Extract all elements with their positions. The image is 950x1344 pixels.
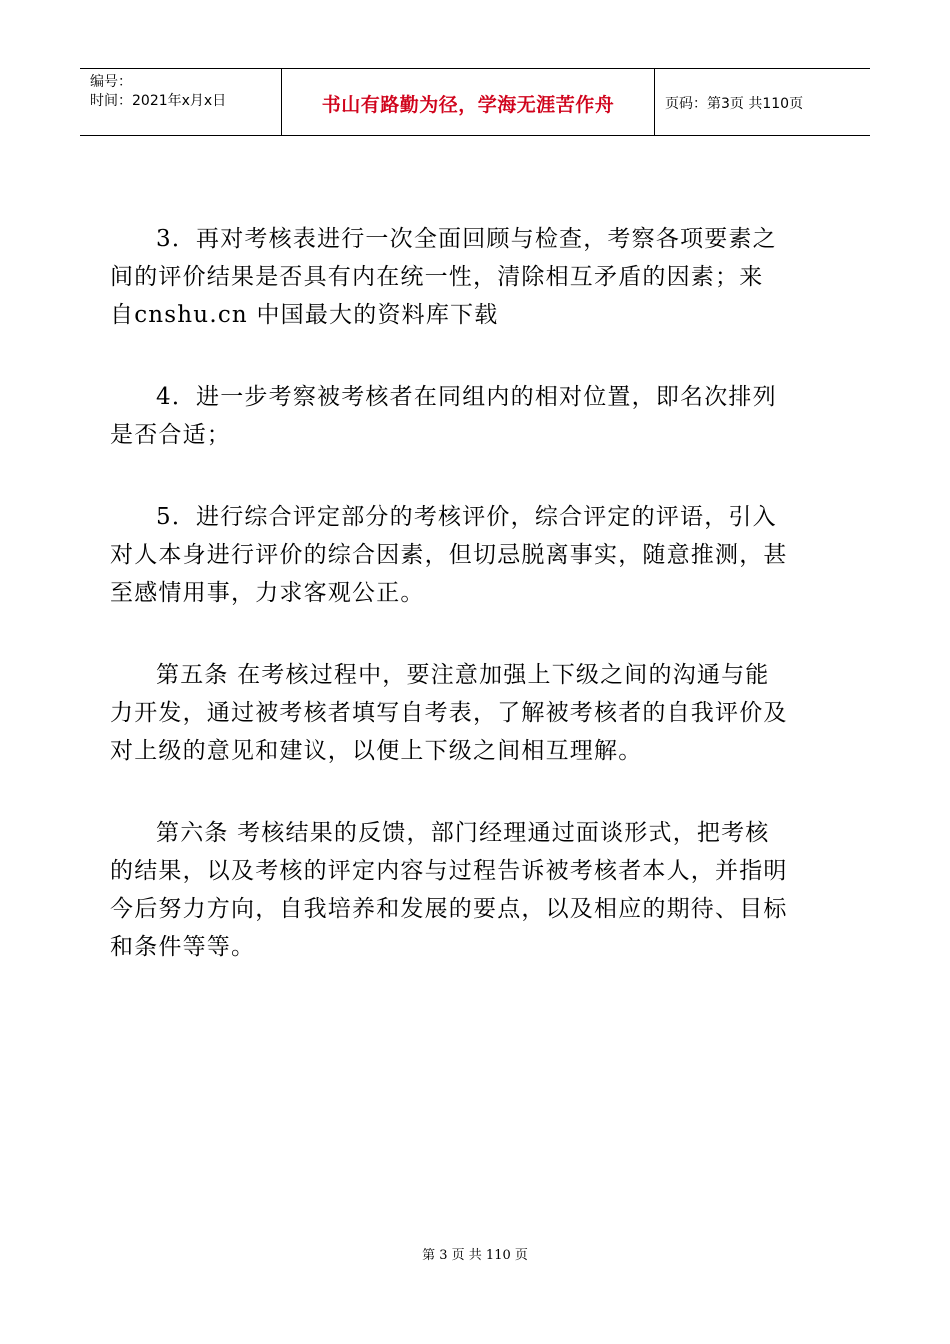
paragraph-article-6: 第六条 考核结果的反馈，部门经理通过面谈形式，把考核的结果，以及考核的评定内容与过程告诉被考核者本人，并指明今后努力方向，自我培养和发展的要点，以及相应的期待、目标和条件等等。 bbox=[110, 820, 788, 960]
document-date-label: 时间：2021年x月x日 bbox=[90, 93, 227, 109]
paragraph-item-4: 4．进一步考察被考核者在同组内的相对位置，即名次排列是否合适； bbox=[110, 384, 777, 448]
header-meta bbox=[80, 69, 282, 135]
paragraph-article-5: 第五条 在考核过程中，要注意加强上下级之间的沟通与能力开发，通过被考核者填写自考表，了解被考核者的自我评价及对上级的意见和建议，以便上下级之间相互理解。 bbox=[110, 662, 788, 764]
document-body bbox=[110, 220, 790, 966]
paragraph-item-3: 3．再对考核表进行一次全面回顾与检查，考察各项要素之间的评价结果是否具有内在统一性，清除相互矛盾的因素；来 自cnshu.cn 中国最大的资料库下载 bbox=[110, 226, 777, 328]
header-page-info: 页码：第3页 共110页 bbox=[665, 96, 804, 112]
header-motto: 书山有路勤为径，学海无涯苦作舟 bbox=[282, 69, 655, 135]
document-number-label: 编号： bbox=[90, 74, 132, 90]
page-footer: 第 3 页 共 110 页 bbox=[422, 1248, 528, 1263]
paragraph-item-5: 5．进行综合评定部分的考核评价，综合评定的评语，引入对人本身进行评价的综合因素，但切忌脱离事实，随意推测，甚至感情用事，力求客观公正。 bbox=[110, 504, 788, 606]
document-header bbox=[80, 68, 870, 136]
